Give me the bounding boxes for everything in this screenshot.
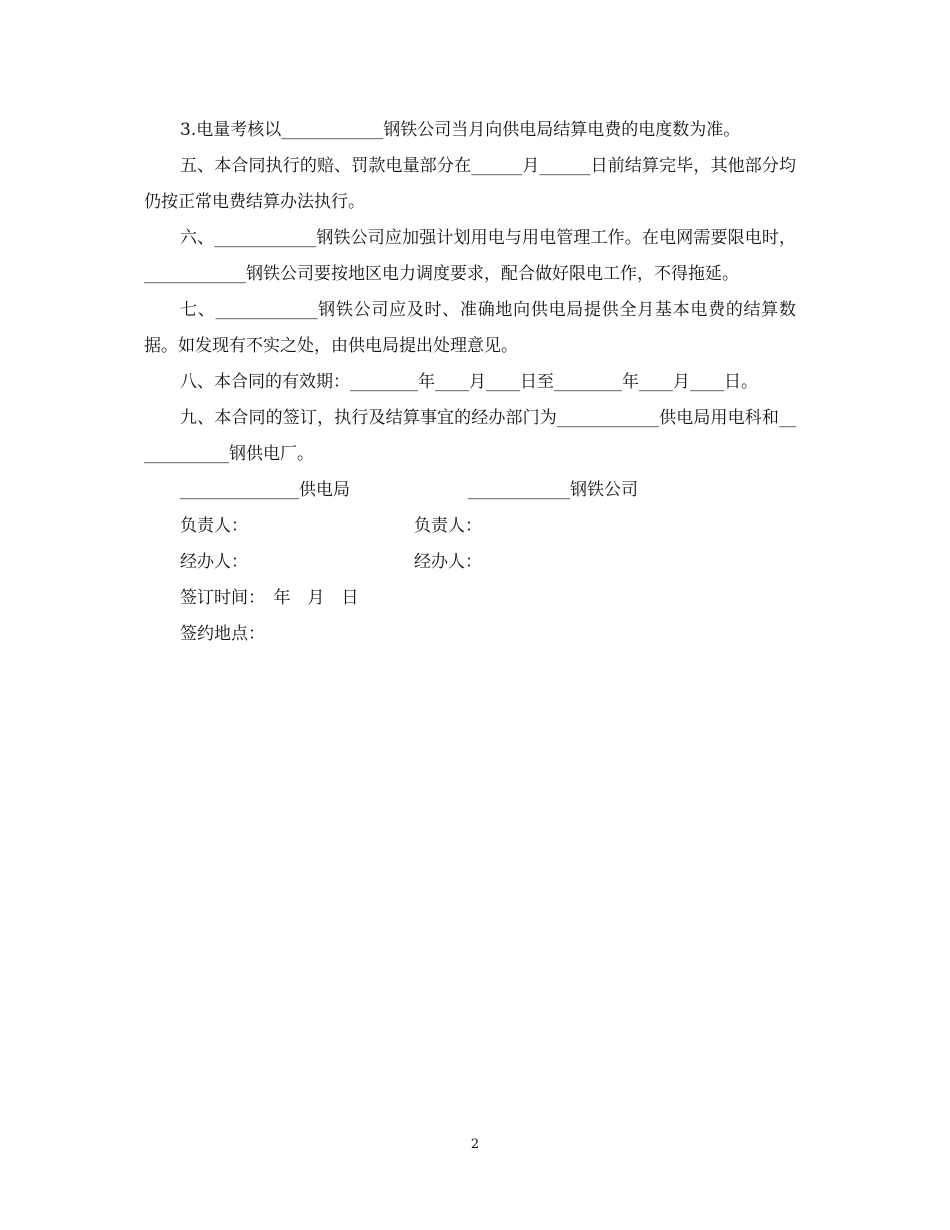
clause-9-handling-departments: 九、本合同的签订，执行及结算事宜的经办部门为____________供电局用电科和____________钢供电厂。 [144,408,796,464]
contract-body [144,112,796,652]
signing-place: 签约地点： [180,624,265,644]
clause-7-data-reporting: 七、____________钢铁公司应及时、准确地向供电局提供全月基本电费的结算数据。如发现有不实之处，由供电局提出处理意见。 [144,300,796,356]
party-a-responsible-label: 负责人： [180,516,248,536]
party-b-handler-label: 经办人： [414,552,482,572]
clause-3-assessment: 3.电量考核以____________钢铁公司当月向供电局结算电费的电度数为准。 [180,120,741,140]
clause-8-validity-period: 八、本合同的有效期：________年____月____日至________年____月____日。 [180,372,758,392]
clause-6-power-management: 六、____________钢铁公司应加强计划用电与用电管理工作。在电网需要限电时，____________钢铁公司要按地区电力调度要求，配合做好限电工作，不得拖延。 [144,228,796,284]
party-a-name: ______________供电局 [180,480,350,500]
party-b-responsible-label: 负责人： [414,516,482,536]
clause-5-settlement: 五、本合同执行的赔、罚款电量部分在______月______日前结算完毕，其他部分均仍按正常电费结算办法执行。 [144,156,796,212]
signature-handler-row [144,544,796,580]
signature-responsible-row [144,508,796,544]
party-a-handler-label: 经办人： [180,552,248,572]
page-number: 2 [470,1137,480,1152]
signing-time: 签订时间： 年 月 日 [180,588,359,608]
party-b-name: ____________钢铁公司 [468,480,638,500]
signature-parties-row [144,472,796,508]
